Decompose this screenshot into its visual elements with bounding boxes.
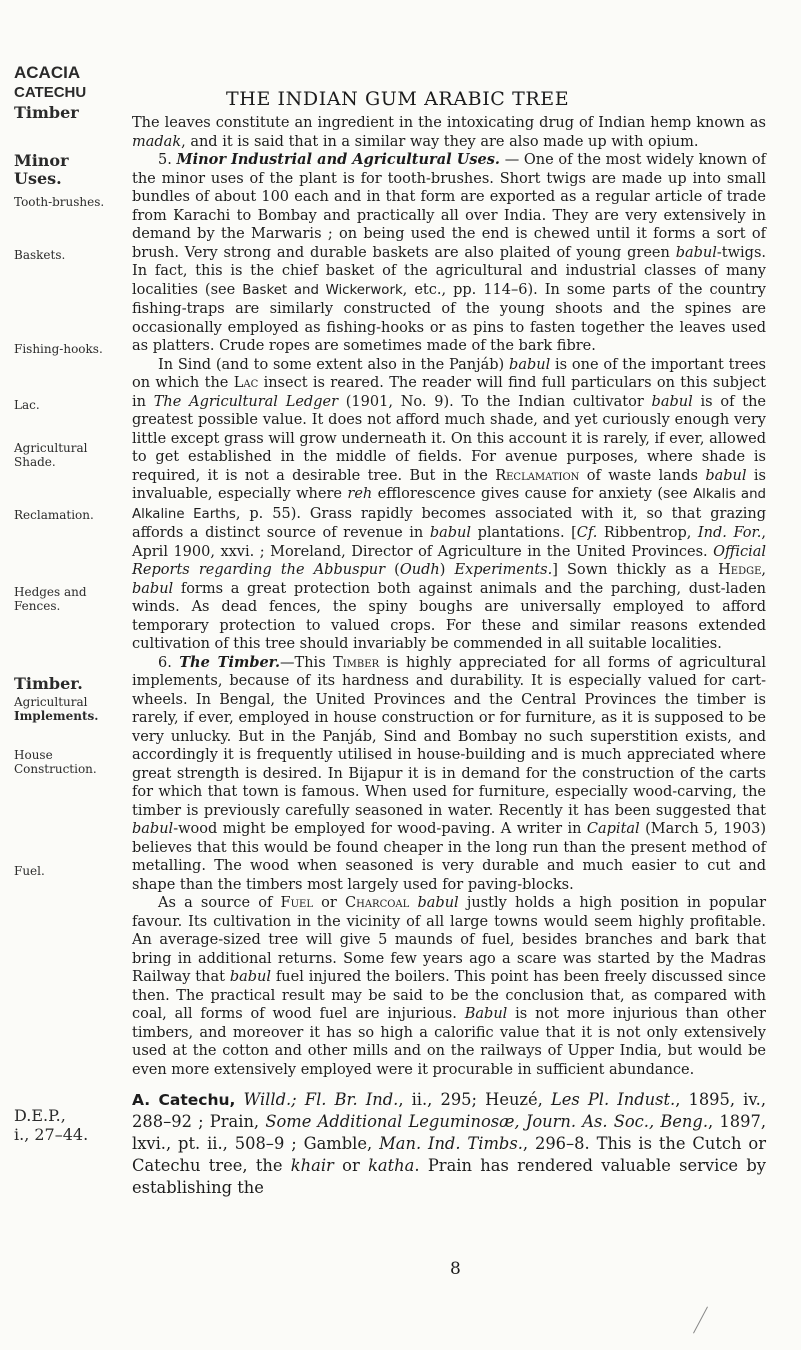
margin-implements-1: Agricultural bbox=[14, 695, 88, 709]
margin-uses: Uses. bbox=[14, 169, 62, 188]
body-text bbox=[132, 114, 766, 1199]
margin-reclamation: Reclamation. bbox=[14, 508, 94, 522]
paragraph-sind: In Sind (and to some extent also in the Panjáb) babul is one of the important trees on which the Lac insect is reared. The reader will find full particulars on this subject in The Agricultural Ledger (1901, No. 9). To the Indian cultivator babul is of the greatest possible value. It does not afford much shade, and yet curiously enough very little except grass will grow underneath it. On this account it is rarely, if ever, allowed to get established in the middle of fields. For avenue purposes, where shade is required, it is not a desirable tree. But in the Reclamation of waste lands babul is invaluable, especially where reh efflorescence gives cause for anxiety (see Alkalis and Alkaline Earths, p. 55). Grass rapidly becomes associated with it, so that grazing affords a distinct source of revenue in babul plantations. [Cf. Ribbentrop, Ind. For., April 1900, xxvi. ; Moreland, Director of Agriculture in the United Provinces. Official Reports regarding the Abbuspur (Oudh) Experiments.] Sown thickly as a Hedge, babul forms a great protection both against animals and the parching, dust-laden winds. As dead fences, the spiny boughs are universally employed to afford temporary protection to valued crops. For these and similar reasons extended cultivation of this tree should invariably be commended in all suitable localities. bbox=[132, 356, 767, 652]
margin-implements-2: Implements. bbox=[14, 709, 99, 723]
paragraph-intro: The leaves constitute an ingredient in the intoxicating drug of Indian hemp known as madak, and it is said that in a similar way they are also made up with opium. bbox=[132, 115, 766, 150]
margin-timber: Timber. bbox=[14, 674, 83, 693]
paragraph-timber: 6. The Timber.—This Timber is highly appreciated for all forms of agricultural implements, because of its hardness and durability. It is especially valued for cart-wheels. In Bengal, the United Provinces and the Central Provinces the timber is rarely, if ever, employed in house construction or for furniture, as it is supposed to be very unlucky. But in the Panjáb, Sind and Bombay no such superstition exists, and accordingly it is frequently utilised in house-building and is much appreciated where great strength is desired. In Bijapur it is in demand for the construction of the carts for which that town is famous. When used for furniture, especially wood-carving, the timber is previously carefully seasoned in water. Recently it has been suggested that babul-wood might be employed for wood-paving. A writer in Capital (March 5, 1903) believes that this would be found cheaper in the long run than the present method of metalling. The wood when seasoned is very durable and much easier to cut and shape than the timbers most largely used for paving-blocks. bbox=[132, 653, 767, 893]
margin-lac: Lac. bbox=[14, 398, 40, 412]
margin-baskets: Baskets. bbox=[14, 248, 66, 262]
paragraph-catechu: A. Catechu, Willd.; Fl. Br. Ind., ii., 295; Heuzé, Les Pl. Indust., 1895, iv., 288–92 ; Prain, Some Additional Leguminosæ, Journ. As. Soc., Beng., 1897, lxvi., pt. ii., 508–9 ; Gamble, Man. Ind. Timbs., 296–8. This is the Cutch or Catechu tree, the khair or katha. Prain has rendered valuable service by establishing the bbox=[132, 1090, 767, 1197]
page-number: 8 bbox=[450, 1259, 461, 1279]
margin-toothbrushes: Tooth-brushes. bbox=[14, 195, 105, 209]
pencil-mark bbox=[693, 1307, 708, 1334]
margin-minor: Minor bbox=[14, 151, 69, 170]
margin-agric-shade-1: Agricultural bbox=[14, 441, 88, 455]
margin-section: Timber bbox=[14, 103, 79, 122]
margin-species: ACACIA bbox=[14, 63, 81, 82]
paragraph-fuel: As a source of Fuel or Charcoal babul justly holds a high position in popular favour. Its cultivation in the vicinity of all large towns would seem highly profitable. An average-sized tree will give 5 maunds of fuel, besides branches and bark that bring in additional returns. Some few years ago a scare was started by the Madras Railway that babul fuel injured the boilers. This point has been freely discussed since then. The practical result may be said to be the conclusion that, as compared with coal, all forms of wood fuel are injurious. Babul is not more injurious than other timbers, and moreover it has so high a calorific value that it is not only extensively used at the cotton and other mills and on the railways of Upper India, but would be even more extensively employed were it procurable in sufficient abundance. bbox=[132, 895, 767, 1078]
margin-house-1: House bbox=[14, 748, 53, 762]
paragraph-minor-uses: 5. Minor Industrial and Agricultural Uses. — One of the most widely known of the minor uses of the plant is for tooth-brushes. Short twigs are made up into small bundles of about 100 each and in that form are exported as a regular article of trade from Karachi to Bombay and practically all over India. They are very extensively in demand by the Marwaris ; on being used the end is chewed until it forms a sort of brush. Very strong and durable baskets are also plaited of young green babul-twigs. In fact, this is the chief basket of the agricultural and industrial classes of many localities (see Basket and Wickerwork, etc., pp. 114–6). In some parts of the country fishing-traps are similarly constructed of the young shoots and the spines are occasionally employed as fishing-hooks or as pins to fasten together the leaves used as platters. Crude ropes are sometimes made of the bark fibre. bbox=[132, 151, 766, 354]
margin-fishing: Fishing-hooks. bbox=[14, 342, 103, 356]
margin-agric-shade-2: Shade. bbox=[14, 455, 56, 469]
margin-species-2: CATECHU bbox=[14, 84, 87, 101]
margin-dep-1: D.E.P., bbox=[14, 1106, 66, 1125]
running-head: THE INDIAN GUM ARABIC TREE bbox=[226, 88, 570, 110]
margin-hedges-2: Fences. bbox=[14, 599, 61, 613]
margin-dep-2: i., 27–44. bbox=[14, 1125, 89, 1144]
margin-fuel: Fuel. bbox=[14, 864, 45, 878]
margin-hedges-1: Hedges and bbox=[14, 585, 87, 599]
margin-house-2: Construction. bbox=[14, 762, 97, 776]
